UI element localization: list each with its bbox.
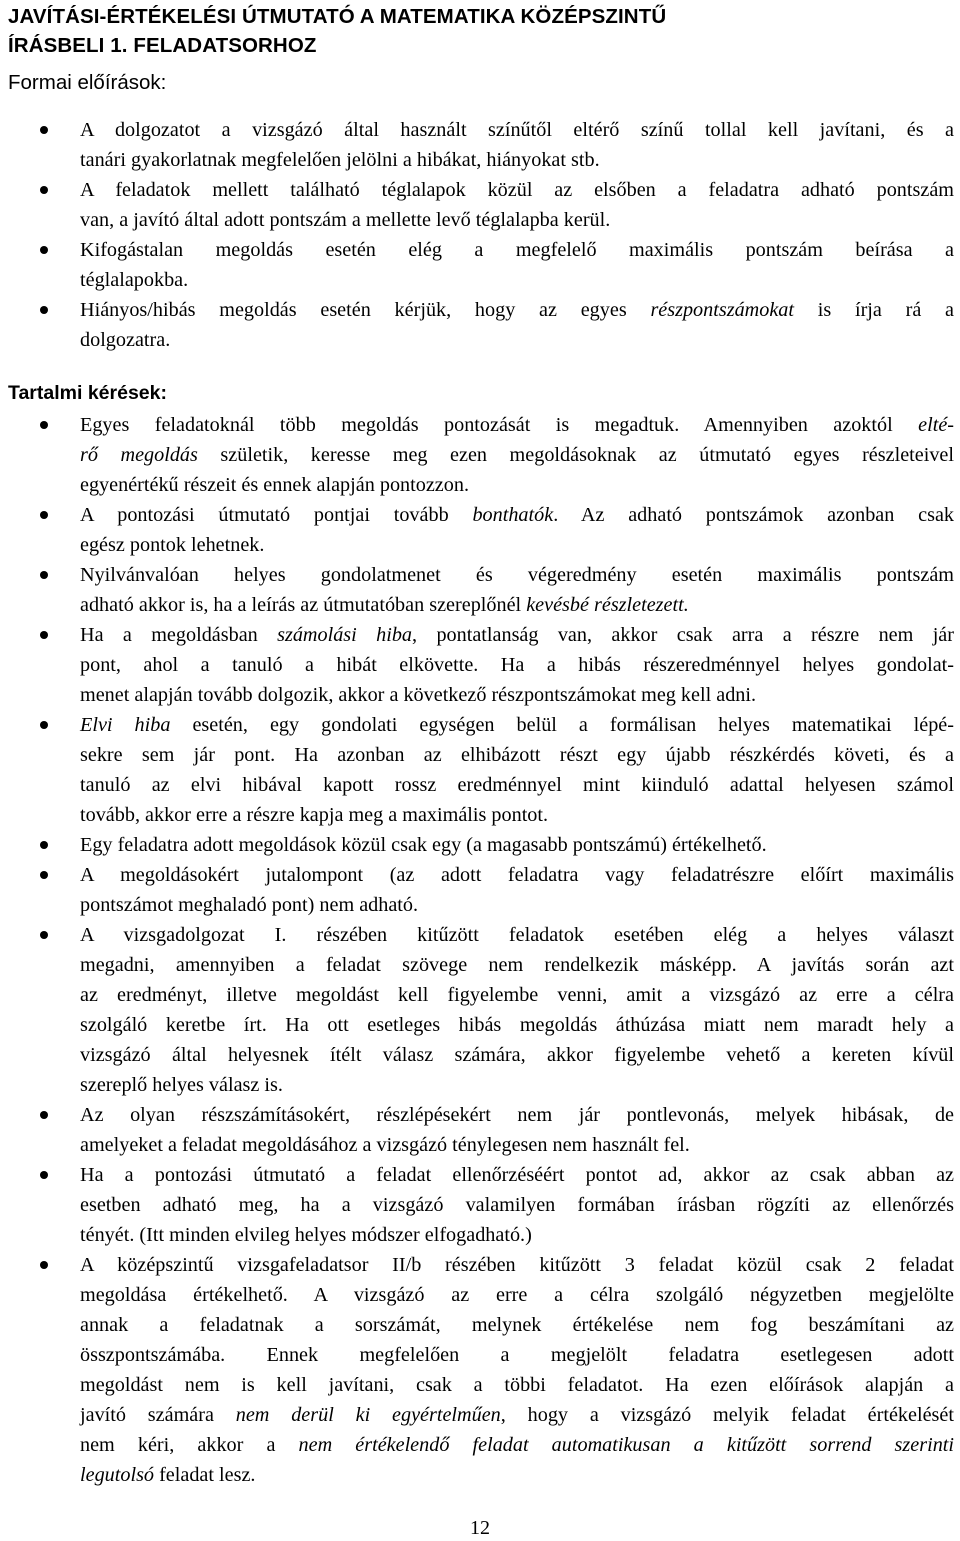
formal-requirements-heading: Formai előírások: — [8, 71, 167, 94]
emphasis-text: elté- — [918, 414, 955, 436]
emphasis-text: bonthatók — [472, 504, 554, 526]
item-text-line: egyenértékű részeit és ennek alapján pontozzon. — [80, 474, 469, 496]
item-text-line: A vizsgadolgozat I. részében kitűzött feladatok esetében elég a helyes választ — [80, 924, 954, 946]
list-item — [0, 860, 960, 920]
text-run: feladat lesz. — [159, 1464, 256, 1486]
list-item — [0, 710, 960, 830]
list-item — [0, 1250, 960, 1490]
text-run: esetén, egy gondolati egységen belül a formálisan helyes matematikai lépé- — [192, 714, 954, 736]
bullet-icon — [40, 306, 48, 314]
emphasis-text: legutolsó — [80, 1464, 155, 1486]
list-item — [0, 1100, 960, 1160]
bullet-icon — [40, 931, 48, 939]
item-text-line: A megoldásokért jutalompont (az adott feladatra vagy feladatrészre előírt maximális — [80, 864, 954, 886]
item-text-line: tanuló az elvi hibával kapott rossz eredménnyel mint kiinduló adattal helyesen számol — [80, 774, 954, 796]
item-text-line: A feladatok mellett található téglalapok közül az elsőben a feladatra adható pontszám — [80, 179, 954, 201]
bullet-icon — [40, 721, 48, 729]
bullet-icon — [40, 246, 48, 254]
item-text-line: A középszintű vizsgafeladatsor II/b részében kitűzött 3 feladat közül csak 2 feladat — [80, 1254, 954, 1276]
list-item — [0, 920, 960, 1100]
item-text-line: tényét. (Itt minden elvileg helyes módszer elfogadható.) — [80, 1224, 532, 1246]
page-number: 12 — [470, 1517, 490, 1539]
item-text-line: tanári gyakorlatnak megfelelően jelölni a hibákat, hiányokat stb. — [80, 149, 600, 171]
item-text-line: Ha a pontozási útmutató a feladat ellenőrzéséért pontot ad, akkor az csak abban az — [80, 1164, 954, 1186]
item-text-line: megadni, amennyiben a feladat szövege nem rendelkezik másképp. A javítás során azt — [80, 954, 954, 976]
bullet-icon — [40, 871, 48, 879]
text-run: Hiányos/hibás megoldás esetén kérjük, hogy az egyes — [80, 299, 627, 321]
emphasis-text: rő megoldás — [80, 444, 198, 466]
item-text-line — [80, 710, 954, 740]
emphasis-text: nem értékelendő feladat automatikusan a kitűzött sorrend szerinti — [298, 1434, 955, 1456]
item-text-line — [80, 500, 954, 530]
text-run: , hogy a vizsgázó melyik feladat értékelését — [500, 1404, 954, 1426]
content-requirements-list — [0, 410, 960, 1490]
emphasis-text: nem derül ki egyértelműen — [235, 1404, 501, 1426]
item-text-line: megoldást nem is kell javítani, csak a többi feladatot. Ha ezen előírások alapján a — [80, 1374, 954, 1396]
list-item — [0, 560, 960, 620]
bullet-icon — [40, 1171, 48, 1179]
text-run: nem kéri, akkor a — [80, 1434, 276, 1456]
text-run: is írja rá a — [817, 299, 954, 321]
text-run: javító számára — [80, 1404, 214, 1426]
item-text-line: az eredményt, illetve megoldást kell figyelembe venni, amit a vizsgázó az erre a célra — [80, 984, 954, 1006]
list-item — [0, 235, 960, 295]
item-text-line: összpontszámába. Ennek megfelelően a megjelölt feladatra esetlegesen adott — [80, 1344, 954, 1366]
item-text-line — [80, 440, 954, 470]
title-line-1: JAVÍTÁSI-ÉRTÉKELÉSI ÚTMUTATÓ A MATEMATIKA KÖZÉPSZINTŰ — [8, 5, 667, 28]
emphasis-text: Elvi hiba — [80, 714, 171, 736]
item-text-line: amelyeket a feladat megoldásához a vizsgázó ténylegesen nem használt fel. — [80, 1134, 690, 1156]
item-text-line: Az olyan részszámításokért, részlépésekért nem jár pontlevonás, melyek hibásak, de — [80, 1104, 954, 1126]
emphasis-text: számolási hiba — [277, 624, 413, 646]
list-item — [0, 1160, 960, 1250]
text-run: Egyes feladatoknál több megoldás pontozását is megadtuk. Amennyiben azoktól — [80, 414, 893, 436]
item-text-line: megoldása értékelhető. A vizsgázó az erre a célra szolgáló négyzetben megjelölte — [80, 1284, 954, 1306]
bullet-icon — [40, 841, 48, 849]
emphasis-text: kevésbé részletezett. — [526, 594, 689, 616]
item-text-line — [80, 1400, 954, 1430]
list-item — [0, 175, 960, 235]
item-text-line — [80, 295, 954, 325]
item-text-line: menet alapján tovább dolgozik, akkor a következő részpontszámokat meg kell adni. — [80, 684, 757, 706]
item-text-line: vizsgázó által helyesnek ítélt válasz számára, akkor figyelembe vehető a kereten kívül — [80, 1044, 954, 1066]
item-text-line: szereplő helyes válasz is. — [80, 1074, 283, 1096]
bullet-icon — [40, 1111, 48, 1119]
item-text-line: pont, ahol a tanuló a hibát elkövette. Ha a hibás részeredménnyel helyes gondolat- — [80, 654, 954, 676]
list-item — [0, 115, 960, 175]
bullet-icon — [40, 511, 48, 519]
list-item — [0, 500, 960, 560]
item-text-line: annak a feladatnak a sorszámát, melynek értékelése nem fog beszámítani az — [80, 1314, 954, 1336]
bullet-icon — [40, 126, 48, 134]
item-text-line: Nyilvánvalóan helyes gondolatmenet és végeredmény esetén maximális pontszám — [80, 564, 954, 586]
list-item — [0, 830, 960, 860]
title-line-2: ÍRÁSBELI 1. FELADATSORHOZ — [8, 34, 317, 57]
bullet-icon — [40, 186, 48, 194]
document-title — [8, 2, 948, 60]
item-text-line: egész pontok lehetnek. — [80, 534, 265, 556]
text-run: Ha a megoldásban — [80, 624, 258, 646]
item-text-line — [80, 590, 954, 620]
item-text-line: Egy feladatra adott megoldások közül csak egy (a magasabb pontszámú) értékelhető. — [80, 834, 767, 856]
list-item — [0, 295, 960, 355]
item-text-line: szolgáló keretbe írt. Ha ott esetleges hibás megoldás áthúzása miatt nem maradt hely a — [80, 1014, 954, 1036]
item-text-line — [80, 620, 954, 650]
emphasis-text: részpontszámokat — [650, 299, 794, 321]
text-run: A pontozási útmutató pontjai tovább — [80, 504, 449, 526]
item-text-line: pontszámot meghaladó pont) nem adható. — [80, 894, 419, 916]
item-text-line: sekre sem jár pont. Ha azonban az elhibázott részt egy újabb részkérdés követi, és a — [80, 744, 954, 766]
item-text-line: A dolgozatot a vizsgázó által használt színűtől eltérő színű tollal kell javítani, és a — [80, 119, 954, 141]
item-text-line: van, a javító által adott pontszám a mellette levő téglalapba kerül. — [80, 209, 611, 231]
bullet-icon — [40, 571, 48, 579]
item-text-line: Kifogástalan megoldás esetén elég a megfelelő maximális pontszám beírása a — [80, 239, 954, 261]
list-item — [0, 620, 960, 710]
text-run: születik, keresse meg ezen megoldásoknak az útmutató egyes részleteivel — [220, 444, 954, 466]
item-text-line: esetben adható meg, ha a vizsgázó valamilyen formában írásban rögzíti az ellenőrzés — [80, 1194, 954, 1216]
item-text-line — [80, 410, 954, 440]
text-run: . Az adható pontszámok azonban csak — [553, 504, 954, 526]
item-text-line — [80, 1460, 954, 1490]
item-text-line: dolgozatra. — [80, 329, 171, 351]
text-run: adható akkor is, ha a leírás az útmutatóban szereplőnél — [80, 594, 522, 616]
bullet-icon — [40, 1261, 48, 1269]
item-text-line: tovább, akkor erre a részre kapja meg a maximális pontot. — [80, 804, 549, 826]
bullet-icon — [40, 421, 48, 429]
content-requirements-heading: Tartalmi kérések: — [8, 382, 167, 404]
item-text-line — [80, 1430, 954, 1460]
list-item — [0, 410, 960, 500]
item-text-line: téglalapokba. — [80, 269, 189, 291]
formal-requirements-list — [0, 115, 960, 355]
text-run: , pontatlanság van, akkor csak arra a részre nem jár — [412, 624, 954, 646]
bullet-icon — [40, 631, 48, 639]
